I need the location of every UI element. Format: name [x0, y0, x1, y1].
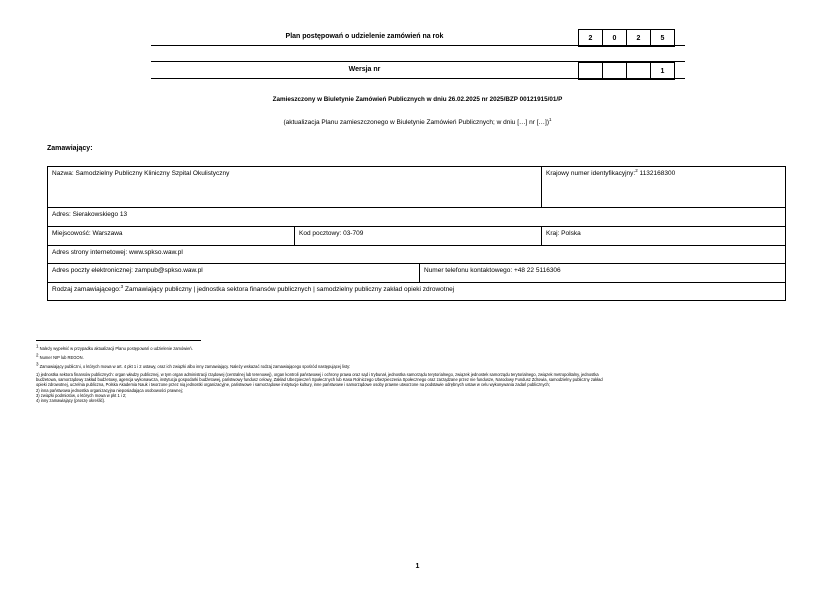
footnote	[36, 361, 796, 369]
footnote-line: 1) jednostka sektora finansów publicznych: organ władzy publicznej, w tym organ administracji rządowej (centralnej lub terenowej), organ kontroli państwowej i ochrony prawa oraz sąd i trybunał, jednostka samorządu terytorialnego, związek jednostek samorządu terytorialnego, związek metropolitalny, jednostka	[36, 372, 599, 377]
year-digit: 5	[650, 29, 675, 47]
year-digit: 0	[602, 29, 627, 47]
buyer-section-label: Zamawiający:	[47, 145, 93, 152]
version-digit	[626, 62, 651, 80]
footnote-ref: 3	[120, 283, 124, 289]
buyer-form	[47, 166, 786, 301]
plan-title: Plan postępowań o udzielenie zamówień na rok	[285, 33, 444, 40]
footnote-ref: 2	[635, 167, 638, 173]
footnote-line: 2) inna państwowa jednostka organizacyjna nieposiadająca osobowości prawnej;	[36, 387, 183, 393]
version-digit	[578, 62, 603, 80]
footnote-text: Zamawiający publiczni, o których mowa w art. 4 pkt 1 i 2 ustawy, oraz ich związki albo inny zamawiający. Należy wskazać rodzaj zamawiającego spośród następującej listy:	[38, 364, 351, 369]
footnote-text: Należy wypełnić w przypadku aktualizacji Planu postępowań o udzielenie zamówień.	[38, 346, 193, 351]
buyer-type-value: Zamawiający publiczny | jednostka sektora finansów publicznych | samodzielny publiczny zakład opieki zdrowotnej	[123, 286, 455, 293]
national-id-value: 1132168300	[637, 170, 676, 177]
national-id-label: Krajowy numer identyfikacyjny:	[546, 170, 636, 177]
buyer-city: Miejscowość: Warszawa	[52, 230, 123, 237]
footnote	[36, 352, 796, 360]
publication-title: Zamieszczony w Biuletynie Zamówień Publicznych w dniu 26.02.2025 nr 2025/BZP 00121915/01/P	[272, 96, 563, 103]
buyer-website: Adres strony internetowej: www.spkso.waw.pl	[52, 249, 183, 256]
buyer-national-id	[541, 167, 785, 207]
footnote-number: 1	[36, 343, 39, 349]
page-number: 1	[415, 563, 420, 570]
year-boxes	[579, 29, 675, 47]
buyer-name: Nazwa: Samodzielny Publiczny Kliniczny Szpital Okulistyczny	[52, 170, 230, 177]
footnote-separator	[36, 340, 201, 341]
footnote-number: 2	[36, 352, 39, 358]
buyer-address: Adres: Sierakowskiego 13	[52, 211, 128, 218]
footnote-text: Numer NIP lub REGON.	[38, 355, 84, 360]
buyer-postal-code: Kod pocztowy: 03-709	[294, 227, 541, 245]
buyer-country: Kraj: Polska	[541, 227, 785, 245]
version-label: Wersja nr	[348, 66, 381, 73]
year-digit: 2	[626, 29, 651, 47]
buyer-type-label: Rodzaj zamawiającego:	[52, 286, 121, 293]
footnote	[36, 343, 796, 351]
footnote-line: budżetowa, samorządowy zakład budżetowy, agencja wykonawcza, instytucja gospodarki budżetowej, państwowy fundusz celowy, Zakład Ubezpieczeń Społecznych lub Kasa Rolniczego Ubezpieczenia Społecznego oraz zarządzane przez nie fundusze, Narodowy Fundusz Zdrowia, samodzielny publiczny zakład	[36, 377, 603, 383]
footnote-line: 3) związki podmiotów, o których mowa w pkt 1 i 2;	[36, 392, 127, 398]
buyer-phone: Numer telefonu kontaktowego: +48 22 5116306	[419, 264, 785, 282]
buyer-email: Adres poczty elektronicznej: zampub@spkso.waw.pl	[52, 267, 203, 274]
footnote-ref: 1	[549, 116, 552, 122]
footnote-line: 4) inny zamawiający (proszę określić).	[36, 398, 106, 404]
version-boxes	[579, 62, 675, 80]
buyer-type	[48, 283, 785, 300]
update-note	[0, 116, 835, 126]
update-note-text: (aktualizacja Planu zamieszczonego w Biuletynie Zamówień Publicznych; w dniu […] nr […])	[283, 119, 550, 126]
footnote-list	[36, 372, 796, 403]
year-digit: 2	[578, 29, 603, 47]
footnote-line: opieki zdrowotnej, uczelnia publiczna, Polska Akademia Nauk i tworzone przez nią jednostki organizacyjne, państwowe i samorządowe instytucje kultury, inne państwowe i samorządowe osoby prawne utworzone na podstawie odrębnych ustaw w celu wykonywania zadań publicznych;	[36, 382, 550, 388]
version-digit	[602, 62, 627, 80]
version-digit: 1	[650, 62, 675, 80]
footnote-number: 3	[36, 361, 39, 367]
